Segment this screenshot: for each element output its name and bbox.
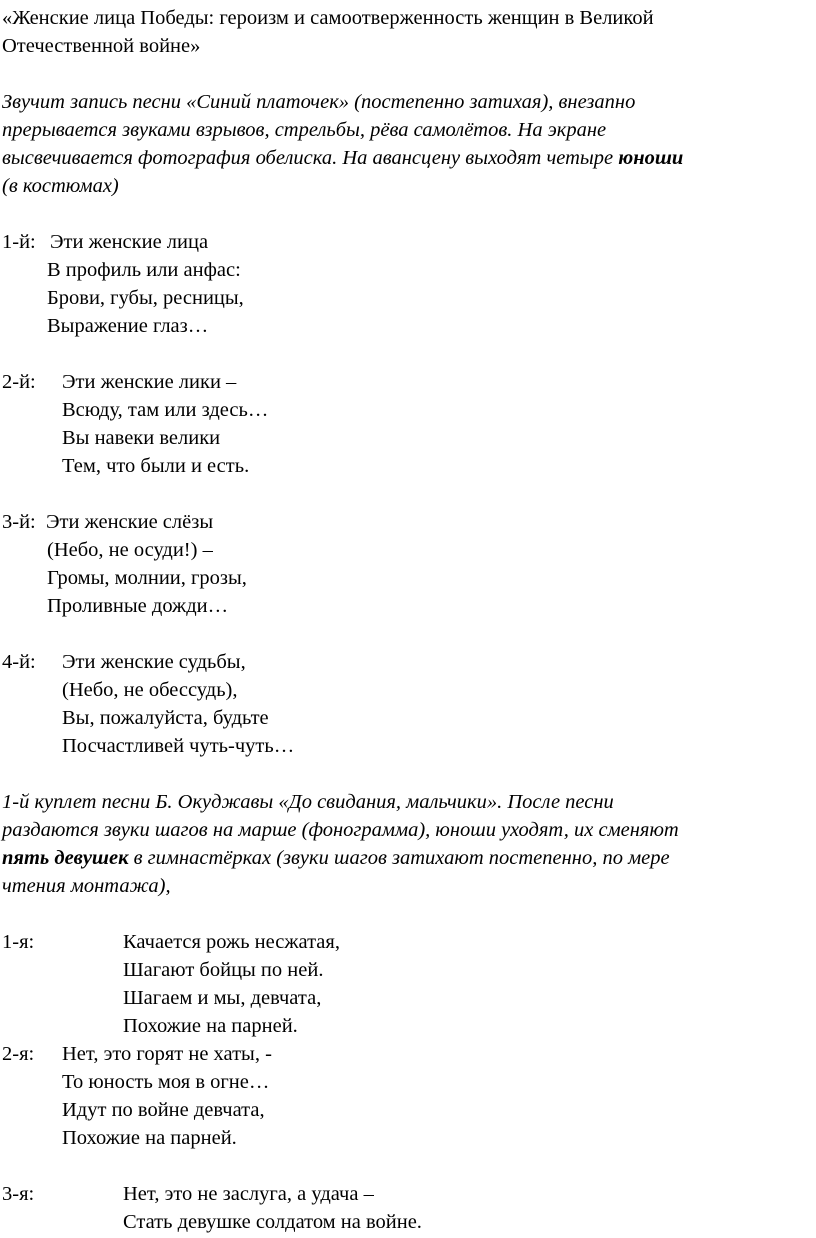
intro-line-4: (в костюмах)	[2, 175, 119, 197]
verse-line: Похожие на парней.	[62, 1127, 237, 1149]
speaker-label: 1-й:	[2, 231, 36, 253]
direction-line-1: 1-й куплет песни Б. Окуджавы «До свидания, мальчики». После песни	[2, 791, 614, 813]
verse-line: Проливные дожди…	[47, 595, 229, 617]
intro-line-1: Звучит запись песни «Синий платочек» (постепенно затихая), внезапно	[2, 91, 636, 113]
title-line-2: Отечественной войне»	[2, 35, 201, 57]
verse-line: Эти женские лица	[50, 231, 209, 253]
intro-line-3-text: высвечивается фотография обелиска. На авансцену выходят четыре	[2, 147, 619, 169]
direction-emphasis: пять девушек	[2, 847, 129, 869]
verse-line: Нет, это не заслуга, а удача –	[123, 1183, 374, 1205]
verse-line: Брови, губы, ресницы,	[47, 287, 244, 309]
speaker-label: 2-я:	[2, 1043, 35, 1065]
verse-line: (Небо, не обессудь),	[62, 679, 238, 701]
verse-line: Шагают бойцы по ней.	[123, 959, 324, 981]
verse-line: Эти женские судьбы,	[62, 651, 246, 673]
verse-line: Похожие на парней.	[123, 1015, 298, 1037]
verse-line: Эти женские лики –	[62, 371, 237, 393]
intro-line-3	[2, 146, 683, 170]
verse-line: Эти женские слёзы	[46, 511, 214, 533]
verse-line: Посчастливей чуть-чуть…	[62, 735, 295, 757]
verse-line: Вы, пожалуйста, будьте	[62, 707, 269, 729]
speaker-label: 1-я:	[2, 931, 35, 953]
intro-line-2: прерывается звуками взрывов, стрельбы, рёва самолётов. На экране	[2, 119, 607, 141]
title-line-1: «Женские лица Победы: героизм и самоотверженность женщин в Великой	[2, 7, 654, 29]
speaker-label: 4-й:	[2, 651, 36, 673]
verse-line: Идут по войне девчата,	[62, 1099, 265, 1121]
speaker-label: 3-й:	[2, 511, 36, 533]
direction-line-2: раздаются звуки шагов на марше (фонограмма), юноши уходят, их сменяют	[2, 819, 679, 841]
verse-line: Всюду, там или здесь…	[62, 399, 269, 421]
verse-line: Качается рожь несжатая,	[123, 931, 340, 953]
verse-line: (Небо, не осуди!) –	[47, 539, 213, 561]
direction-line-3-text: в гимнастёрках (звуки шагов затихают постепенно, по мере	[128, 847, 670, 869]
direction-line-3	[2, 846, 670, 870]
verse-line: Выражение глаз…	[47, 315, 209, 337]
verse-line: Тем, что были и есть.	[62, 455, 250, 477]
verse-line: Стать девушке солдатом на войне.	[123, 1211, 422, 1233]
speaker-label: 2-й:	[2, 371, 36, 393]
verse-line: Громы, молнии, грозы,	[47, 567, 247, 589]
direction-line-4: чтения монтажа),	[2, 875, 171, 897]
intro-emphasis: юноши	[618, 147, 684, 169]
speaker-label: 3-я:	[2, 1183, 35, 1205]
verse-line: Шагаем и мы, девчата,	[123, 987, 322, 1009]
verse-line: То юность моя в огне…	[62, 1071, 270, 1093]
verse-line: Нет, это горят не хаты, -	[62, 1043, 272, 1065]
verse-line: В профиль или анфас:	[47, 259, 241, 281]
verse-line: Вы навеки велики	[62, 427, 221, 449]
